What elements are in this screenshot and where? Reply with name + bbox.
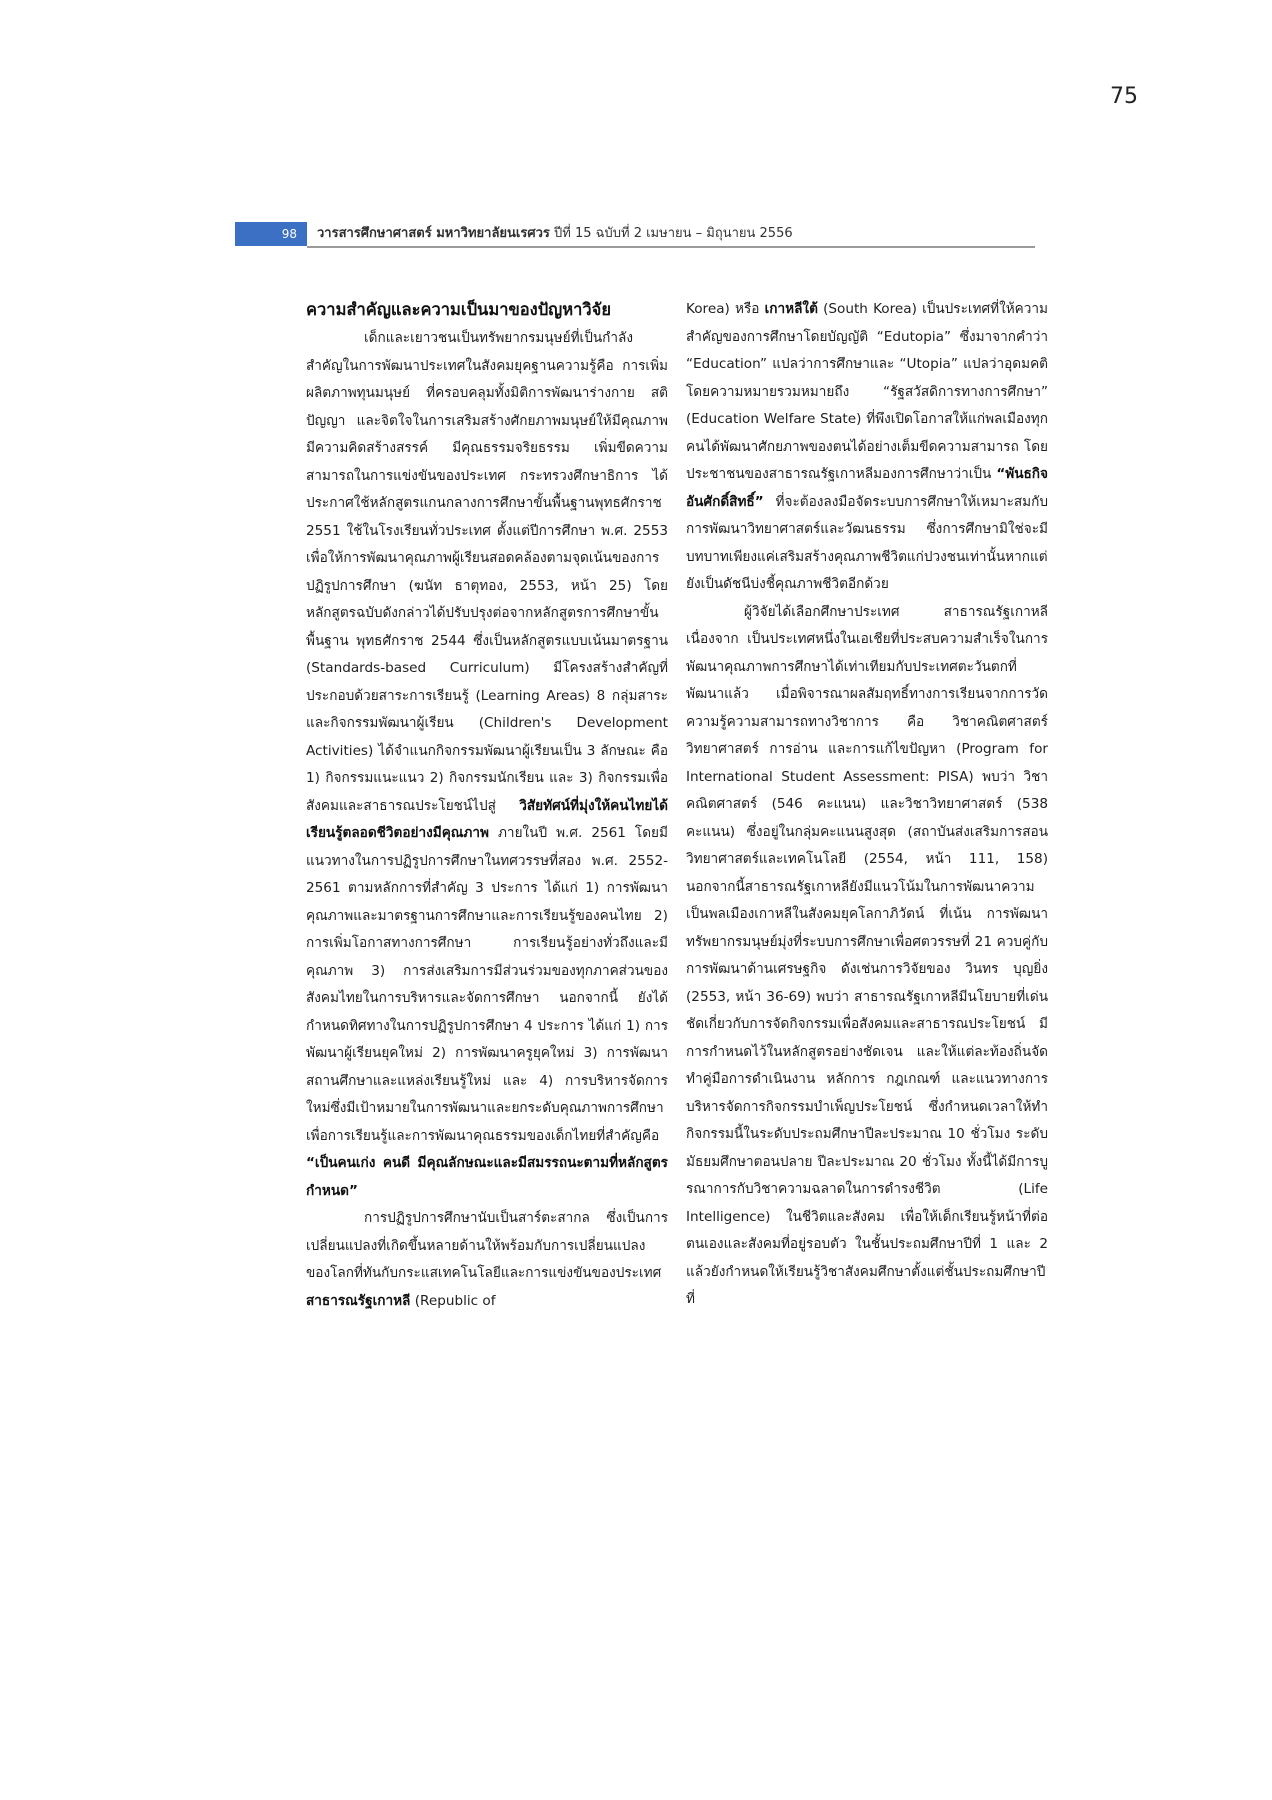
left-p1-emphasis-goal: “เป็นคนเก่ง คนดี มีคุณลักษณะและมีสมรรถนะตามที่หลักสูตรกำหนด” <box>306 1155 668 1199</box>
left-paragraph-1 <box>306 325 668 1205</box>
right-p1-emphasis-south-korea: เกาหลีใต้ <box>764 301 818 317</box>
left-p2-text-a: การปฏิรูปการศึกษานับเป็นสาร์ตะสากล ซึ่งเป็นการเปลี่ยนแปลงที่เกิดขึ้นหลายด้านให้พร้อมกับการเปลี่ยนแปลงของโลกที่ทันกับกระแสเทคโนโลยีและการแข่งขันของประเทศ <box>306 1210 668 1281</box>
running-header <box>235 222 1035 250</box>
right-p1-emphasis-mission: “พันธกิจอันศักดิ์สิทธิ์” <box>686 466 1048 510</box>
left-p1-emphasis-vision: วิสัยทัศน์ที่มุ่งให้คนไทยได้เรียนรู้ตลอดชีวิตอย่างมีคุณภาพ <box>306 797 668 841</box>
left-paragraph-2 <box>306 1205 668 1315</box>
journal-title <box>317 224 793 244</box>
section-heading: ความสำคัญและความเป็นมาของปัญหาวิจัย <box>306 300 611 319</box>
issue-info: ปีที่ 15 ฉบับที่ 2 เมษายน – มิถุนายน 2556 <box>549 226 793 241</box>
left-p1-text-b: ภายในปี พ.ศ. 2561 โดยมีแนวทางในการปฏิรูปการศึกษาในทศวรรษที่สอง พ.ศ. 2552-2561 ตามหลักการที่สำคัญ 3 ประการ ได้แก่ 1) การพัฒนาคุณภาพและมาตรฐานการศึกษาและการเรียนรู้ของคนไทย 2) การเพิ่มโอกาสทางการศึกษา การเรียนรู้อย่างทั่วถึงและมีคุณภาพ 3) การส่งเสริมการมีส่วนร่วมของทุกภาคส่วนของสังคมไทยในการบริหารและจัดการศึกษา นอกจากนี้ ยังได้กำหนดทิศทางในการปฏิรูปการศึกษา 4 ประการ ได้แก่ 1) การพัฒนาผู้เรียนยุคใหม่ 2) การพัฒนาครูยุคใหม่ 3) การพัฒนาสถานศึกษาและแหล่งเรียนรู้ใหม่ และ 4) การบริหารจัดการใหม่ซึ่งมีเป้าหมายในการพัฒนาและยกระดับคุณภาพการศึกษาเพื่อการเรียนรู้และการพัฒนาคุณธรรมของเด็กไทยที่สำคัญคือ <box>306 825 668 1144</box>
right-paragraph-1 <box>686 296 1048 599</box>
right-paragraph-2: ผู้วิจัยได้เลือกศึกษาประเทศ สาธารณรัฐเกาหลี เนื่องจาก เป็นประเทศหนึ่งในเอเชียที่ประสบความสำเร็จในการพัฒนาคุณภาพการศึกษาได้เท่าเทียมกับประเทศตะวันตกที่พัฒนาแล้ว เมื่อพิจารณาผลสัมฤทธิ์ทางการเรียนจากการวัดความรู้ความสามารถทางวิชาการ คือ วิชาคณิตศาสตร์ วิทยาศาสตร์ การอ่าน และการแก้ไขปัญหา (Program for International Student Assessment: PISA) พบว่า วิชาคณิตศาสตร์ (546 คะแนน) และวิชาวิทยาศาสตร์ (538 คะแนน) ซึ่งอยู่ในกลุ่มคะแนนสูงสุด (สถาบันส่งเสริมการสอนวิทยาศาสตร์และเทคโนโลยี (2554, หน้า 111, 158) นอกจากนี้สาธารณรัฐเกาหลียังมีแนวโน้มในการพัฒนาความเป็นพลเมืองเกาหลีในสังคมยุคโลกาภิวัตน์ ที่เน้น การพัฒนาทรัพยากรมนุษย์มุ่งที่ระบบการศึกษาเพื่อศตวรรษที่ 21 ควบคู่กับการพัฒนาด้านเศรษฐกิจ ดังเช่นการวิจัยของ วินทร บุญยิ่ง (2553, หน้า 36-69) พบว่า สาธารณรัฐเกาหลีมีนโยบายที่เด่นชัดเกี่ยวกับการจัดกิจกรรมเพื่อสังคมและสาธารณประโยชน์ มีการกำหนดไว้ในหลักสูตรอย่างชัดเจน และให้แต่ละท้องถิ่นจัดทำคู่มือการดำเนินงาน หลักการ กฎเกณฑ์ และแนวทางการบริหารจัดการกิจกรรมบำเพ็ญประโยชน์ ซึ่งกำหนดเวลาให้ทำกิจกรรมนี้ในระดับประถมศึกษาปีละประมาณ 10 ชั่วโมง ระดับมัธยมศึกษาตอนปลาย ปีละประมาณ 20 ชั่วโมง ทั้งนี้ได้มีการบูรณาการกับวิชาความฉลาดในการดำรงชีวิต (Life Intelligence) ในชีวิตและสังคม เพื่อให้เด็กเรียนรู้หน้าที่ต่อตนเองและสังคมที่อยู่รอบตัว ในชั้นประถมศึกษาปีที่ 1 และ 2 แล้วยังกำหนดให้เรียนรู้วิชาสังคมศึกษาตั้งแต่ชั้นประถมศึกษาปีที่ <box>686 603 1048 1307</box>
right-column <box>686 296 1048 1314</box>
journal-page-number: 98 <box>235 222 307 246</box>
left-p2-text-b: (Republic of <box>410 1292 496 1309</box>
right-p1-text-b: (South Korea) เป็นประเทศที่ให้ความสำคัญของการศึกษาโดยบัญญัติ “Edutopia” ซึ่งมาจากคำว่า “Education” แปลว่าการศึกษาและ “Utopia” แปลว่าอุดมคติ โดยความหมายรวมหมายถึง “รัฐสวัสดิการทางการศึกษา” (Education Welfare State) ที่พึงเปิดโอกาสให้แก่พลเมืองทุกคนได้พัฒนาศักยภาพของตนได้อย่างเต็มขีดความสามารถ โดยประชาชนของสาธารณรัฐเกาหลีมองการศึกษาว่าเป็น <box>686 301 1048 482</box>
header-rule <box>307 246 1035 248</box>
right-p1-text-a: Korea) หรือ <box>686 301 765 317</box>
journal-name: วารสารศึกษาศาสตร์ มหาวิทยาลัยนเรศวร <box>317 226 550 241</box>
left-column <box>306 296 668 1315</box>
right-p1-text-c: ที่จะต้องลงมือจัดระบบการศึกษาให้เหมาะสมกับการพัฒนาวิทยาศาสตร์และวัฒนธรรม ซึ่งการศึกษามิใช่จะมีบทบาทเพียงแค่เสริมสร้างคุณภาพชีวิตแก่ปวงชนเท่านั้นหากแต่ยังเป็นดัชนีบ่งชี้คุณภาพชีวิตอีกด้วย <box>686 493 1048 592</box>
outer-page-number: 75 <box>1110 84 1138 109</box>
left-p1-text-a: เด็กและเยาวชนเป็นทรัพยากรมนุษย์ที่เป็นกำลังสำคัญในการพัฒนาประเทศในสังคมยุคฐานความรู้คือ การเพิ่มผลิตภาพทุนมนุษย์ ที่ครอบคลุมทั้งมิติการพัฒนาร่างกาย สติปัญญา และจิตใจในการเสริมสร้างศักยภาพมนุษย์ให้มีคุณภาพ มีความคิดสร้างสรรค์ มีคุณธรรมจริยธรรม เพิ่มขีดความสามารถในการแข่งขันของประเทศ กระทรวงศึกษาธิการ ได้ประกาศใช้หลักสูตรแกนกลางการศึกษาขั้นพื้นฐานพุทธศักราช 2551 ใช้ในโรงเรียนทั่วประเทศ ตั้งแต่ปีการศึกษา พ.ศ. 2553 เพื่อให้การพัฒนาคุณภาพผู้เรียนสอดคล้องตามจุดเน้นของการปฏิรูปการศึกษา (ฆนัท ธาตุทอง, 2553, หน้า 25) โดยหลักสูตรฉบับดังกล่าวได้ปรับปรุงต่อจากหลักสูตรการศึกษาขั้นพื้นฐาน พุทธศักราช 2544 ซึ่งเป็นหลักสูตรแบบเน้นมาตรฐาน (Standards-based Curriculum) มีโครงสร้างสำคัญที่ประกอบด้วยสาระการเรียนรู้ (Learning Areas) 8 กลุ่มสาระและกิจกรรมพัฒนาผู้เรียน (Children's Development Activities) ได้จำแนกกิจกรรมพัฒนาผู้เรียนเป็น 3 ลักษณะ คือ 1) กิจกรรมแนะแนว 2) กิจกรรมนักเรียน และ 3) กิจกรรมเพื่อสังคมและสาธารณประโยชน์ไปสู่ <box>306 330 668 814</box>
left-p2-emphasis-korea: สาธารณรัฐเกาหลี <box>306 1292 411 1309</box>
